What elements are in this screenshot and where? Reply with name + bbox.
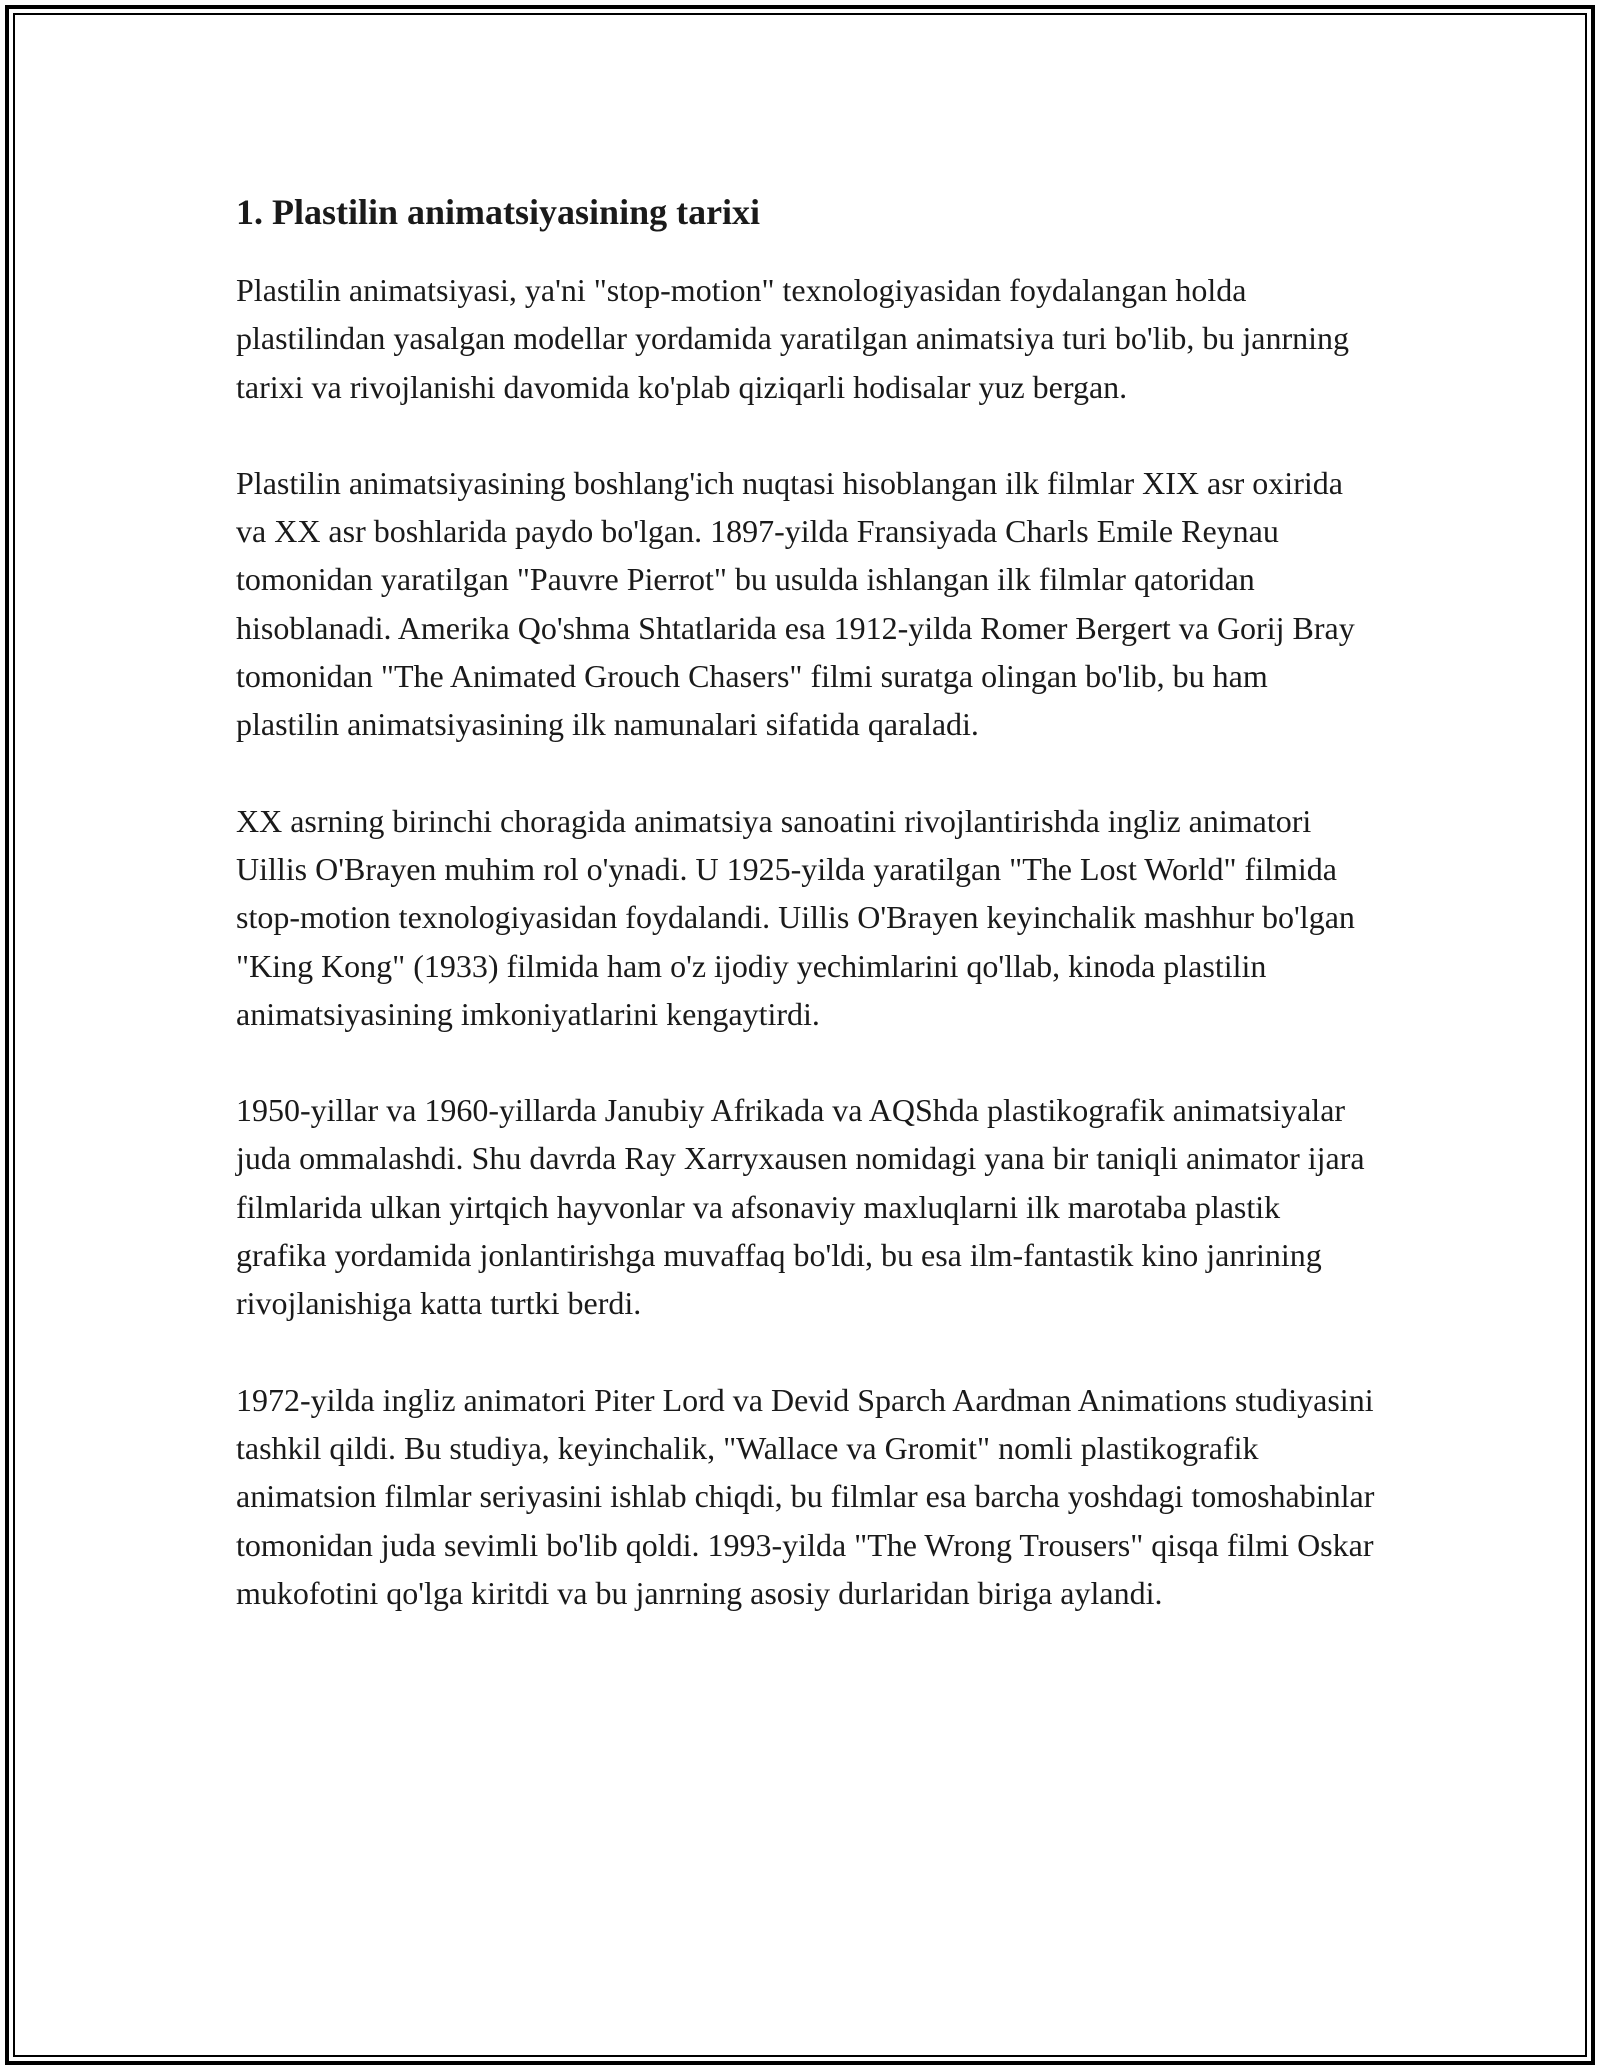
document-body [236,188,1376,1665]
paragraph-obrayen: XX asrning birinchi choragida animatsiya sanoatini rivojlantirishda ingliz animatori Uillis O'Brayen muhim rol o'ynadi. U 1925-yilda yaratilgan "The Lost World" filmida stop-motion texnologiyasidan foydalandi. Uillis O'Brayen keyinchalik mashhur bo'lgan "King Kong" (1933) filmida ham o'z ijodiy yechimlarini qo'llab, kinoda plastilin animatsiyasining imkoniyatlarini kengaytirdi. [236,802,1355,1032]
paragraph-aardman: 1972-yilda ingliz animatori Piter Lord va Devid Sparch Aardman Animations studiyasini tashkil qildi. Bu studiya, keyinchalik, "Wallace va Gromit" nomli plastikografik animatsion filmlar seriyasini ishlab chiqdi, bu filmlar esa barcha yoshdagi tomoshabinlar tomonidan juda sevimli bo'lib qoldi. 1993-yilda "The Wrong Trousers" qisqa filmi Oskar mukofotini qo'lga kiritdi va bu janrning asosiy durlaridan biriga aylandi. [236,1381,1375,1611]
paragraph-1950s: 1950-yillar va 1960-yillarda Janubiy Afrikada va AQShda plastikografik animatsiyalar juda ommalashdi. Shu davrda Ray Xarryxausen nomidagi yana bir taniqli animator ijara filmlarida ulkan yirtqich hayvonlar va afsonaviy maxluqlarni ilk marotaba plastik grafika yordamida jonlantirishga muvaffaq bo'ldi, bu esa ilm-fantastik kino janrining rivojlanishiga katta turtki berdi. [236,1092,1365,1322]
paragraph-intro: Plastilin animatsiyasi, ya'ni "stop-motion" texnologiyasidan foydalangan holda plastilindan yasalgan modellar yordamida yaratilgan animatsiya turi bo'lib, bu janrning tarixi va rivojlanishi davomida ko'plab qiziqarli hodisalar yuz bergan. [236,272,1350,405]
paragraph-early-films: Plastilin animatsiyasining boshlang'ich nuqtasi hisoblangan ilk filmlar XIX asr oxirida va XX asr boshlarida paydo bo'lgan. 1897-yilda Fransiyada Charls Emile Reynau tomonidan yaratilgan "Pauvre Pierrot" bu usulda ishlangan ilk filmlar qatoridan hisoblanadi. Amerika Qo'shma Shtatlarida esa 1912-yilda Romer Bergert va Gorij Bray tomonidan "The Animated Grouch Chasers" filmi suratga olingan bo'lib, bu ham plastilin animatsiyasining ilk namunalari sifatida qaraladi. [236,464,1355,743]
section-title: 1. Plastilin animatsiyasining tarixi [236,192,761,232]
